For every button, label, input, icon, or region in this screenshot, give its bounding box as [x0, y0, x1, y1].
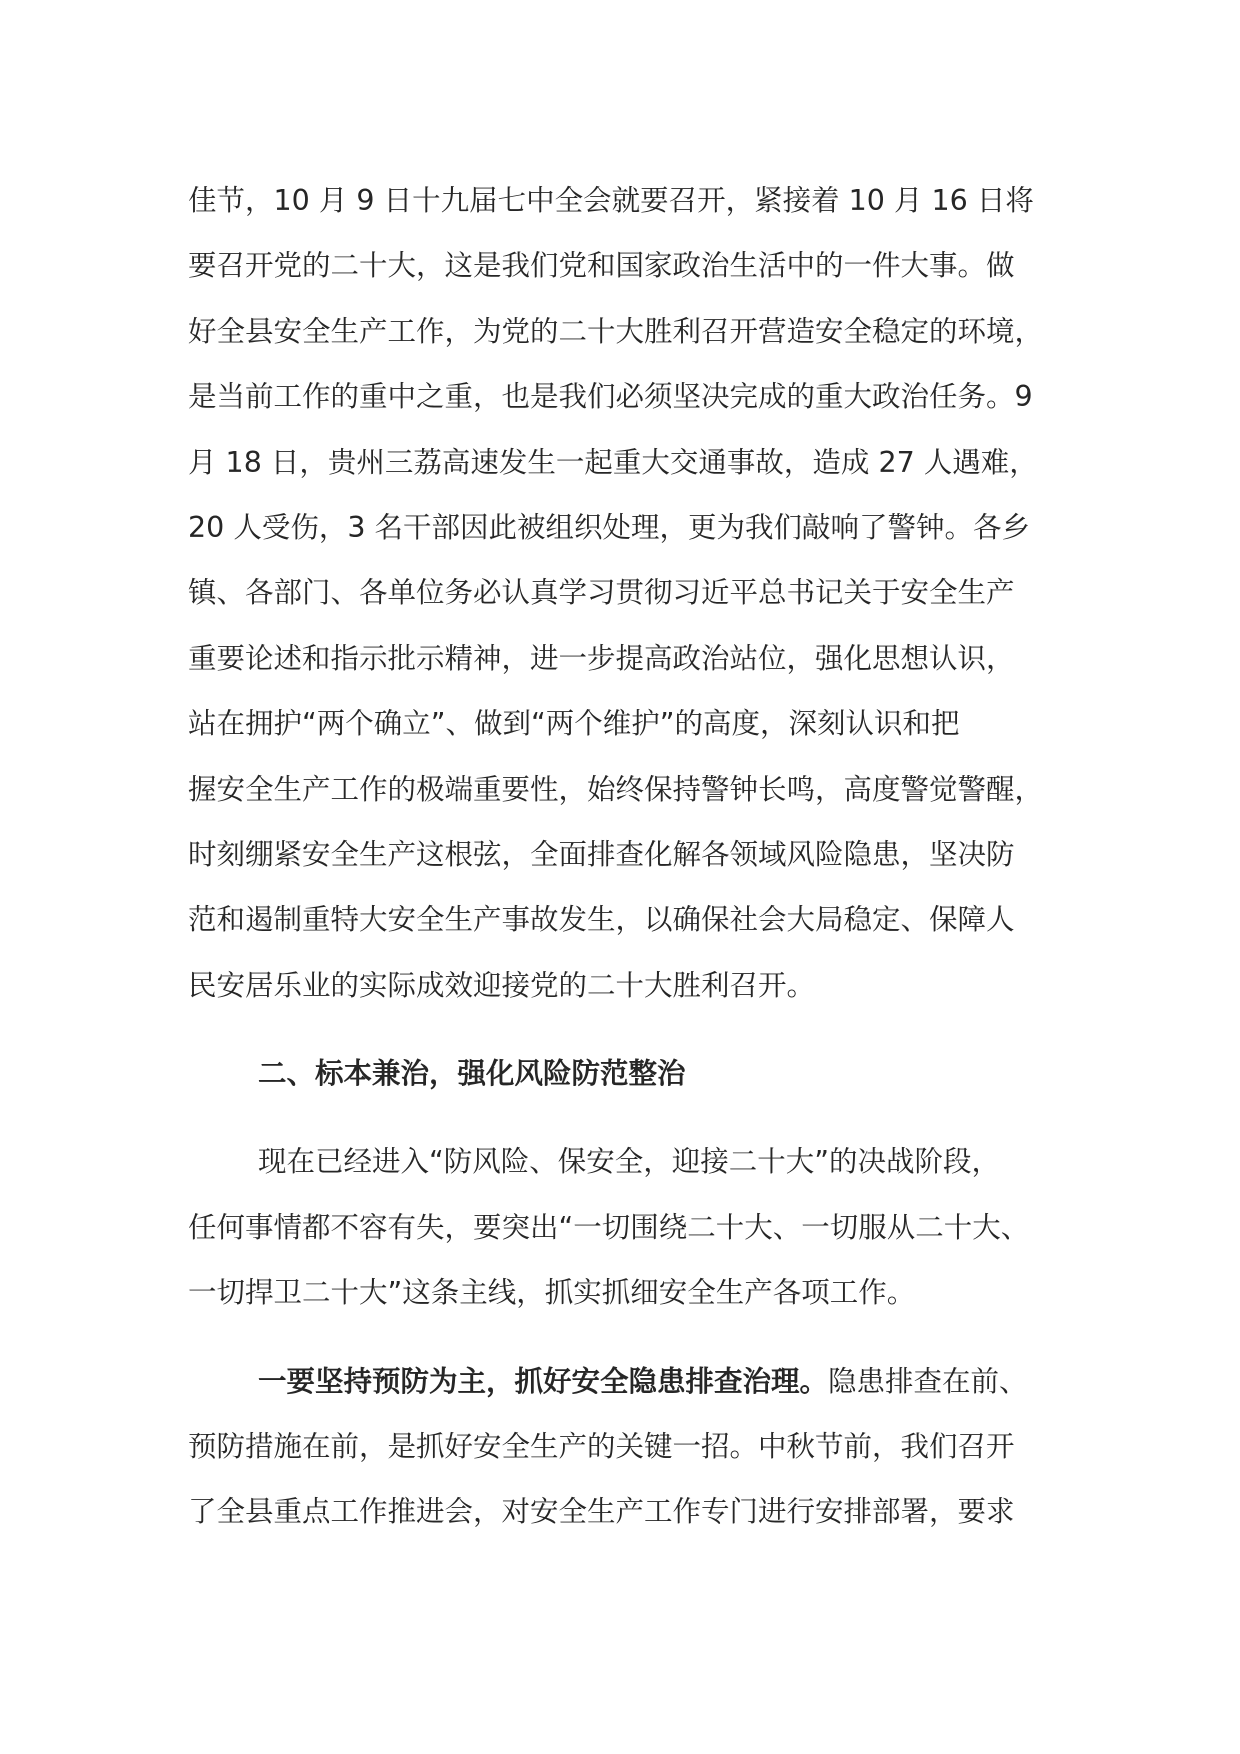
paragraph-line: 好全县安全生产工作，为党的二十大胜利召开营造安全稳定的环境，: [188, 314, 1044, 348]
paragraph-line: 预防措施在前，是抓好安全生产的关键一招。中秋节前，我们召开: [188, 1430, 1015, 1464]
paragraph-line: 佳节，10 月 9 日十九届七中全会就要召开，紧接着 10 月 16 日将: [188, 184, 1034, 217]
paragraph-line: 重要论述和指示批示精神，进一步提高政治站位，强化思想认识，: [188, 641, 1015, 675]
section-heading: 二、标本兼治，强化风险防范整治: [258, 1057, 686, 1091]
paragraph-line: 握安全生产工作的极端重要性，始终保持警钟长鸣，高度警觉警醒，: [188, 772, 1044, 806]
paragraph-spacer: [188, 1106, 1068, 1129]
paragraph-3: [188, 1349, 1068, 1545]
paragraph-first-line: [188, 1349, 1068, 1414]
paragraph-spacer: [188, 1326, 1068, 1349]
paragraph-line: 任何事情都不容有失，要突出“一切围绕二十大、一切服从二十大、: [188, 1210, 1030, 1244]
paragraph-line: 现在已经进入“防风险、保安全，迎接二十大”的决战阶段，: [258, 1145, 1001, 1179]
paragraph-line: 范和遏制重特大安全生产事故发生，以确保社会大局稳定、保障人: [188, 903, 1015, 937]
paragraph-line: 站在拥护“两个确立”、做到“两个维护”的高度，深刻认识和把: [188, 707, 960, 741]
paragraph-line: 时刻绷紧安全生产这根弦，全面排查化解各领域风险隐患，坚决防: [188, 837, 1015, 871]
paragraph-line: 镇、各部门、各单位务必认真学习贯彻习近平总书记关于安全生产: [188, 576, 1015, 610]
paragraph-line: 20 人受伤，3 名干部因此被组织处理，更为我们敲响了警钟。各乡: [188, 510, 1031, 544]
paragraph-lead-bold: 一要坚持预防为主，抓好安全隐患排查治理。: [258, 1364, 829, 1398]
paragraph-line: 月 18 日，贵州三荔高速发生一起重大交通事故，造成 27 人遇难，: [188, 445, 1038, 479]
paragraph-lead-rest: 隐患排查在前、: [828, 1364, 1028, 1398]
paragraph-line: 一切捍卫二十大”这条主线，抓实抓细安全生产各项工作。: [188, 1276, 916, 1310]
paragraph-line: 民安居乐业的实际成效迎接党的二十大胜利召开。: [188, 968, 816, 1002]
document-body: [188, 168, 1068, 1545]
paragraph-line: 了全县重点工作推进会，对安全生产工作专门进行安排部署，要求: [188, 1495, 1015, 1529]
paragraph-line: 是当前工作的重中之重，也是我们必须坚决完成的重大政治任务。9: [188, 380, 1033, 414]
paragraph-2: [188, 1129, 1068, 1325]
paragraph-line: 要召开党的二十大，这是我们党和国家政治生活中的一件大事。做: [188, 249, 1015, 283]
paragraph-spacer: [188, 1018, 1068, 1041]
paragraph-1: [188, 168, 1068, 1018]
